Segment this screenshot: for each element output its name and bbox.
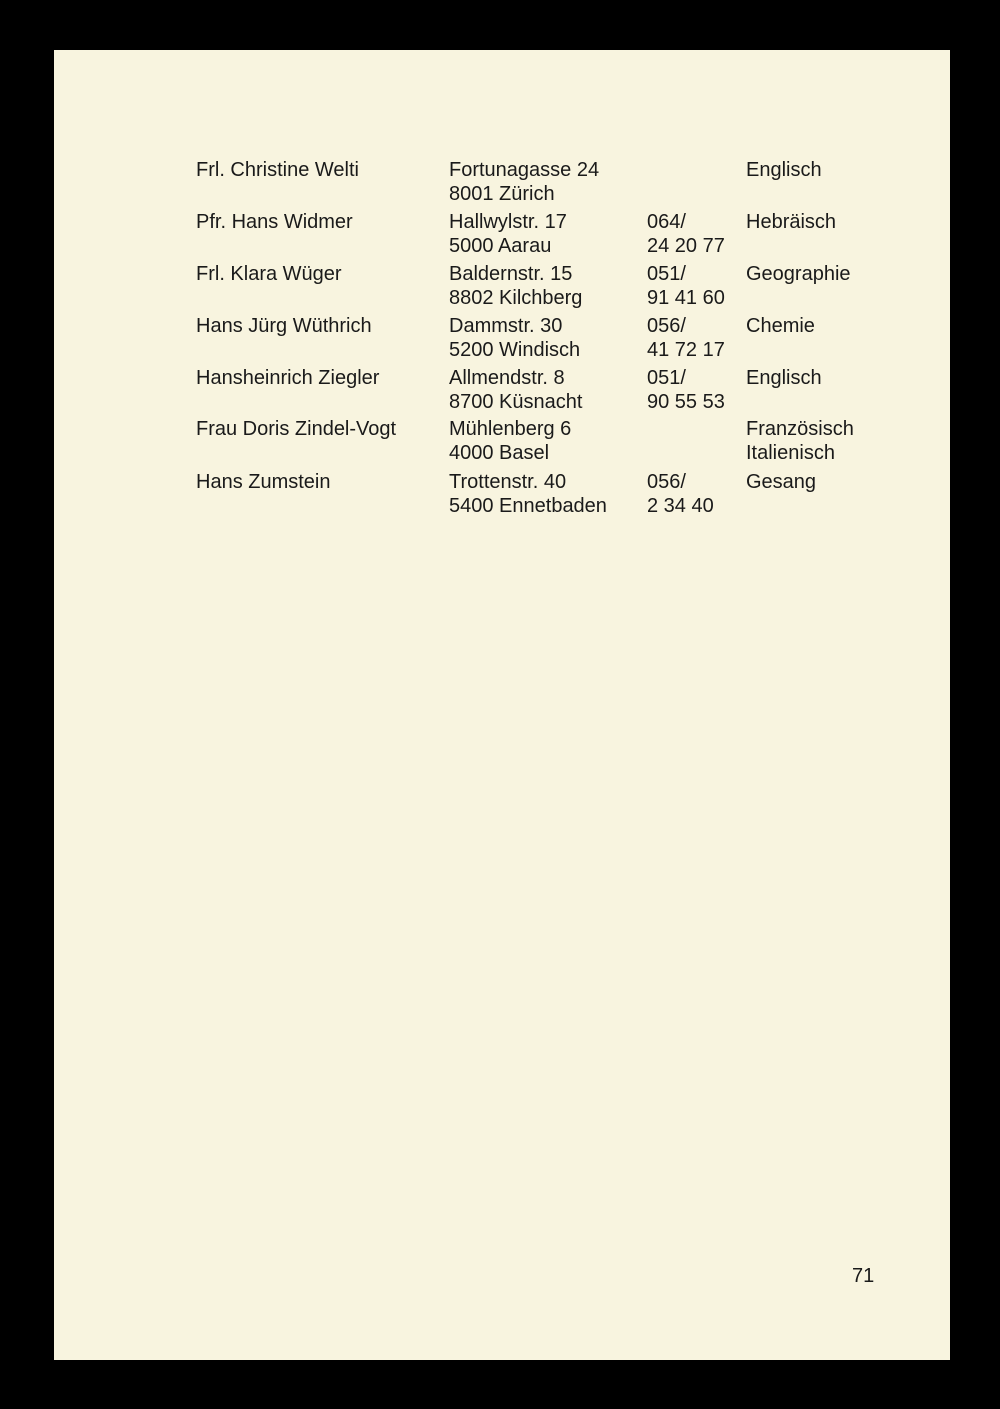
phone bbox=[647, 210, 725, 258]
street: Allmendstr. 8 bbox=[449, 367, 565, 389]
street: Baldernstr. 15 bbox=[449, 263, 573, 285]
city: 8802 Kilchberg bbox=[449, 287, 583, 309]
phone bbox=[647, 262, 725, 310]
street: Hallwylstr. 17 bbox=[449, 211, 567, 233]
person-name: Hans Jürg Wüthrich bbox=[196, 315, 372, 337]
subject bbox=[746, 158, 822, 182]
street: Trottenstr. 40 bbox=[449, 471, 567, 493]
phone-prefix: 051/ bbox=[647, 263, 686, 285]
address bbox=[449, 314, 580, 362]
subject bbox=[746, 417, 854, 465]
person-name: Frau Doris Zindel-Vogt bbox=[196, 418, 397, 440]
city: 5000 Aarau bbox=[449, 235, 552, 257]
subject bbox=[746, 262, 851, 286]
phone-number: 41 72 17 bbox=[647, 339, 725, 361]
subject bbox=[746, 314, 815, 338]
city: 4000 Basel bbox=[449, 442, 550, 464]
phone bbox=[647, 366, 725, 414]
address bbox=[449, 262, 582, 310]
city: 8001 Zürich bbox=[449, 183, 555, 205]
document-page bbox=[54, 50, 950, 1360]
city: 5200 Windisch bbox=[449, 339, 581, 361]
subject-secondary: Italienisch bbox=[746, 442, 835, 464]
phone-prefix: 051/ bbox=[647, 367, 686, 389]
subject-primary: Gesang bbox=[746, 471, 817, 493]
street: Dammstr. 30 bbox=[449, 315, 563, 337]
subject bbox=[746, 210, 836, 234]
subject-primary: Geographie bbox=[746, 263, 851, 285]
phone-prefix: 064/ bbox=[647, 211, 686, 233]
person-name: Frl. Christine Welti bbox=[196, 159, 359, 181]
person-name: Pfr. Hans Widmer bbox=[196, 211, 353, 233]
phone bbox=[647, 314, 725, 362]
address bbox=[449, 417, 571, 465]
phone-prefix: 056/ bbox=[647, 471, 686, 493]
phone-number: 90 55 53 bbox=[647, 391, 725, 413]
person-name: Hans Zumstein bbox=[196, 471, 331, 493]
subject-primary: Englisch bbox=[746, 159, 822, 181]
subject bbox=[746, 366, 822, 390]
address bbox=[449, 210, 567, 258]
phone-prefix: 056/ bbox=[647, 315, 686, 337]
city: 5400 Ennetbaden bbox=[449, 495, 607, 517]
city: 8700 Küsnacht bbox=[449, 391, 583, 413]
street: Fortunagasse 24 bbox=[449, 159, 600, 181]
phone-number: 91 41 60 bbox=[647, 287, 725, 309]
address bbox=[449, 470, 607, 518]
person-name: Hansheinrich Ziegler bbox=[196, 367, 380, 389]
subject bbox=[746, 470, 816, 494]
address bbox=[449, 158, 599, 206]
subject-primary: Chemie bbox=[746, 315, 815, 337]
subject-primary: Französisch bbox=[746, 418, 854, 440]
phone-number: 24 20 77 bbox=[647, 235, 725, 257]
page-number: 71 bbox=[852, 1265, 875, 1287]
subject-primary: Englisch bbox=[746, 367, 822, 389]
street: Mühlenberg 6 bbox=[449, 418, 572, 440]
address bbox=[449, 366, 582, 414]
subject-primary: Hebräisch bbox=[746, 211, 837, 233]
person-name: Frl. Klara Wüger bbox=[196, 263, 342, 285]
phone bbox=[647, 470, 714, 518]
phone-number: 2 34 40 bbox=[647, 495, 714, 517]
